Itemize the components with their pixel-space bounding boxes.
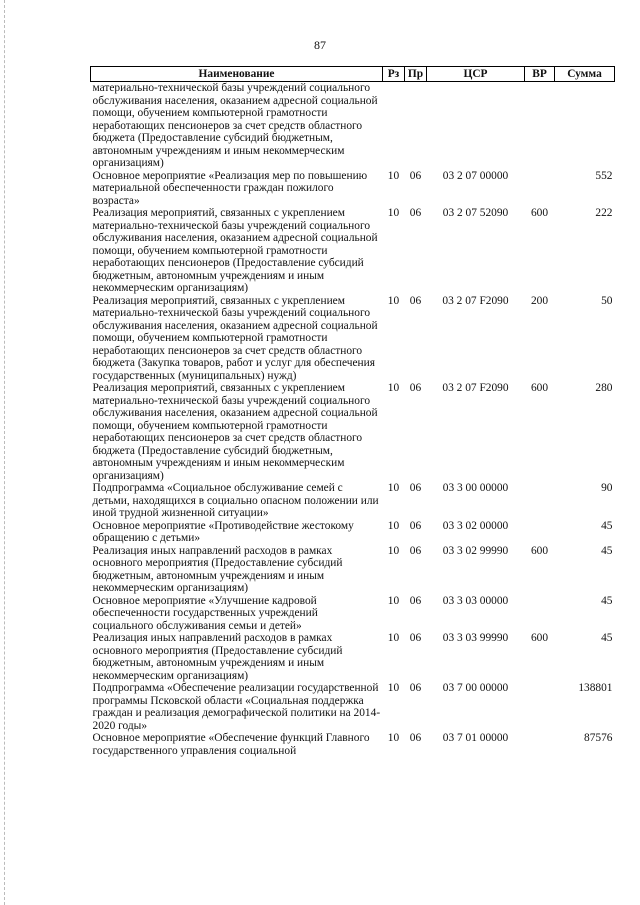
cell-vr: 600 [530, 544, 549, 557]
cell-sum: 45 [601, 594, 613, 607]
cell-vr: 600 [530, 382, 549, 394]
cell-vr: 600 [530, 207, 549, 219]
cell-csr: 03 3 02 00000 [442, 519, 509, 532]
cell-vr [525, 682, 555, 732]
table-header-row [91, 67, 615, 82]
cell-name: материально-технической базы учреждений социального обслуживания населения, оказанием адресной социальной помощи, обучением компьютерной грамотности неработающих пенсионеров за счет средств областного бюджета (Предоставление субсидий бюджетным, автономным учреждениям и иным некоммерческим организациям) [92, 82, 378, 169]
cell-vr [525, 170, 555, 208]
header-name: Наименование [91, 67, 383, 82]
cell-pr: 06 [409, 732, 422, 744]
cell-sum: 90 [601, 482, 613, 494]
cell-rz: 10 [387, 382, 400, 394]
cell-csr: 03 3 02 99990 [442, 544, 509, 557]
cell-sum: 87576 [584, 732, 613, 744]
cell-vr [525, 595, 555, 633]
cell-pr: 06 [409, 519, 422, 532]
cell-rz: 10 [387, 207, 400, 219]
cell-name: Реализация мероприятий, связанных с укреплением материально-технической базы учреждений социального обслуживания населения, оказанием адресной социальной помощи, обучением компьютерной грамотности неработающих пенсионеров за счет средств областного бюджета (Закупка товаров, работ и услуг для обеспечения государственных (муниципальных) нужд) [92, 294, 378, 382]
cell-name: Основное мероприятие «Противодействие жестокому обращению с детьми» [92, 519, 354, 544]
cell-pr [405, 82, 427, 170]
cell-csr: 03 7 01 00000 [442, 732, 509, 744]
cell-csr: 03 3 00 00000 [442, 482, 509, 494]
cell-csr [427, 82, 525, 170]
table-row [91, 382, 615, 482]
cell-sum: 138801 [578, 682, 613, 694]
cell-sum: 45 [601, 632, 613, 644]
cell-pr: 06 [409, 294, 422, 307]
table-row [91, 520, 615, 545]
cell-rz: 10 [387, 732, 400, 744]
cell-csr: 03 3 03 00000 [442, 594, 509, 607]
cell-vr [525, 520, 555, 545]
table-row [91, 595, 615, 633]
cell-csr: 03 2 07 52090 [442, 207, 509, 219]
cell-rz [383, 82, 405, 170]
cell-name: Реализация иных направлений расходов в рамках основного мероприятия (Предоставление субсидий бюджетным, автономным учреждениям и иным некоммерческим организациям) [92, 544, 343, 594]
cell-sum: 280 [595, 382, 613, 394]
cell-vr: 600 [530, 632, 549, 644]
cell-sum [555, 82, 615, 170]
cell-sum: 50 [601, 294, 613, 307]
cell-vr: 200 [530, 294, 549, 307]
cell-name: Реализация мероприятий, связанных с укреплением материально-технической базы учреждений социального обслуживания населения, оказанием адресной социальной помощи, обучением компьютерной грамотности неработающих пенсионеров (Предоставление субсидий бюджетным, автономным учреждениям и иным некоммерческим организациям) [92, 207, 378, 294]
cell-csr: 03 2 07 00000 [442, 169, 509, 182]
table-row [91, 82, 615, 170]
cell-pr: 06 [409, 169, 422, 182]
cell-pr: 06 [409, 482, 422, 494]
cell-sum: 45 [601, 519, 613, 532]
cell-rz: 10 [387, 544, 400, 557]
cell-sum: 45 [601, 544, 613, 557]
cell-pr: 06 [409, 544, 422, 557]
table-row [91, 732, 615, 757]
cell-vr [525, 732, 555, 757]
cell-name: Реализация мероприятий, связанных с укреплением материально-технической базы учреждений социального обслуживания населения, оказанием адресной социальной помощи, обучением компьютерной грамотности неработающих пенсионеров за счет средств областного бюджета (Предоставление субсидий бюджетным, автономным учреждениям и иным некоммерческим организациям) [92, 382, 378, 482]
scan-margin-line [4, 0, 5, 905]
cell-pr: 06 [409, 632, 422, 644]
table-body [91, 82, 615, 758]
cell-sum: 222 [595, 207, 613, 219]
cell-rz: 10 [387, 519, 400, 532]
header-vr: ВР [525, 67, 555, 82]
cell-name: Основное мероприятие «Реализация мер по повышению материальной обеспеченности граждан пожилого возраста» [92, 169, 368, 207]
page-number: 87 [314, 38, 326, 52]
cell-name: Основное мероприятие «Обеспечение функций Главного государственного управления социальной [92, 732, 370, 757]
table-row [91, 295, 615, 383]
cell-csr: 03 2 07 F2090 [442, 382, 509, 394]
table-row [91, 545, 615, 595]
cell-vr [525, 82, 555, 170]
cell-rz: 10 [387, 482, 400, 494]
header-rz: Рз [383, 67, 405, 82]
cell-name: Реализация иных направлений расходов в рамках основного мероприятия (Предоставление субсидий бюджетным, автономным учреждениям и иным некоммерческим организациям) [92, 632, 343, 682]
cell-rz: 10 [387, 294, 400, 307]
table-row [91, 682, 615, 732]
cell-pr: 06 [409, 594, 422, 607]
cell-csr: 03 2 07 F2090 [442, 294, 509, 307]
header-pr: Пр [405, 67, 427, 82]
cell-csr: 03 3 03 99990 [442, 632, 509, 644]
cell-name: Основное мероприятие «Улучшение кадровой обеспеченности государственных учреждений социального обслуживания семьи и детей» [92, 594, 318, 632]
header-csr: ЦСР [427, 67, 525, 82]
cell-pr: 06 [409, 682, 422, 694]
budget-table [90, 66, 615, 757]
cell-pr: 06 [409, 382, 422, 394]
cell-name: Подпрограмма «Социальное обслуживание семей с детьми, находящихся в социально опасном положении или иной трудной жизненной ситуации» [92, 482, 379, 519]
cell-pr: 06 [409, 207, 422, 219]
table-row [91, 207, 615, 295]
cell-rz: 10 [387, 169, 400, 182]
table-row [91, 170, 615, 208]
cell-rz: 10 [387, 682, 400, 694]
cell-rz: 10 [387, 594, 400, 607]
cell-name: Подпрограмма «Обеспечение реализации государственной программы Псковской области «Социальная поддержка граждан и реализация демографической политики на 2014-2020 годы» [92, 682, 381, 732]
cell-vr [525, 482, 555, 520]
header-sum: Сумма [555, 67, 615, 82]
table-row [91, 482, 615, 520]
cell-sum: 552 [595, 169, 613, 182]
cell-csr: 03 7 00 00000 [442, 682, 509, 694]
table-row [91, 632, 615, 682]
cell-rz: 10 [387, 632, 400, 644]
